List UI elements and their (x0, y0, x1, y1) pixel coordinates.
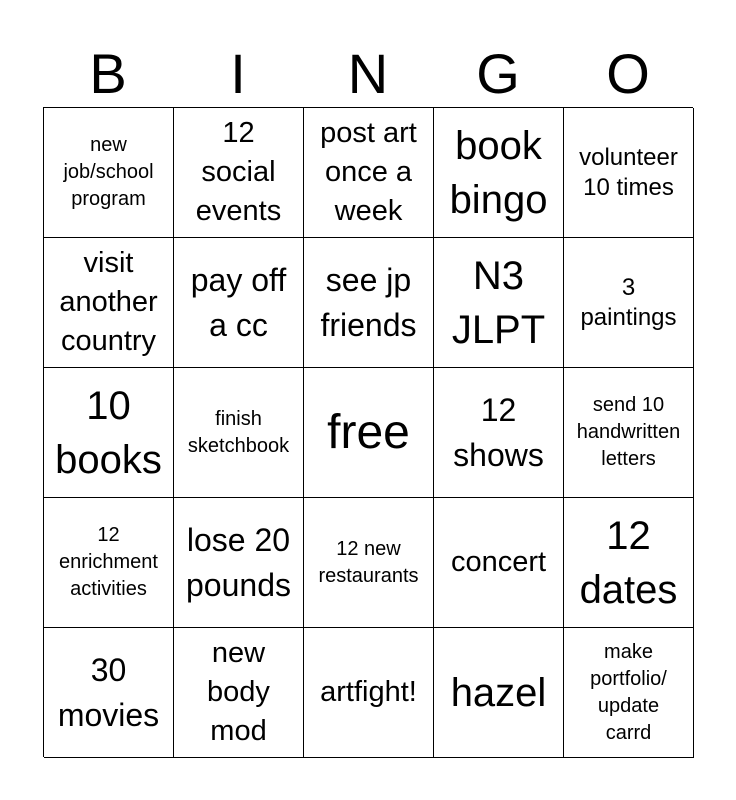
bingo-board (43, 107, 693, 757)
header-letter-o: O (606, 42, 650, 105)
bingo-cell[interactable] (434, 368, 564, 498)
cell-text: 30 movies (57, 651, 160, 733)
cell-text: visit another country (59, 247, 158, 357)
cell-text: artfight! (320, 676, 417, 708)
cell-text: see jp friends (320, 261, 417, 343)
bingo-cell[interactable] (304, 498, 434, 628)
bingo-cell[interactable] (174, 108, 304, 238)
bingo-cell[interactable] (174, 498, 304, 628)
bingo-cell[interactable] (44, 108, 174, 238)
bingo-cell[interactable] (564, 368, 694, 498)
bingo-cell[interactable] (44, 238, 174, 368)
cell-text: new job/school program (63, 134, 154, 210)
header-letter-n: N (347, 42, 389, 105)
bingo-cell[interactable] (434, 108, 564, 238)
bingo-cell[interactable] (174, 368, 304, 498)
cell-text: 10 books (55, 383, 162, 482)
cell-text: 12 shows (453, 391, 544, 473)
bingo-cell[interactable] (304, 238, 434, 368)
header-letter-b: B (89, 42, 127, 105)
header-letter-g: G (476, 42, 520, 105)
cell-text: 12 social events (195, 117, 282, 227)
bingo-cell[interactable] (564, 498, 694, 628)
header-letter-i: I (230, 42, 246, 105)
cell-text: free (327, 405, 410, 459)
bingo-cell[interactable] (304, 108, 434, 238)
cell-text: send 10 handwritten letters (576, 394, 681, 470)
cell-text: N3 JLPT (451, 253, 546, 352)
cell-text: 3 paintings (580, 273, 677, 331)
cell-text: 12 new restaurants (318, 537, 419, 587)
bingo-cell[interactable] (44, 628, 174, 758)
free-space-cell[interactable] (304, 368, 434, 498)
bingo-cell[interactable] (434, 498, 564, 628)
bingo-header (43, 40, 693, 108)
bingo-cell[interactable] (434, 238, 564, 368)
cell-text: 12 enrichment activities (59, 524, 158, 600)
cell-text: post art once a week (320, 117, 417, 227)
cell-text: volunteer 10 times (579, 143, 678, 201)
bingo-cell[interactable] (564, 108, 694, 238)
bingo-cell[interactable] (304, 628, 434, 758)
cell-text: 12 dates (579, 513, 678, 612)
cell-text: pay off a cc (190, 261, 287, 343)
cell-text: concert (450, 546, 547, 578)
bingo-cell[interactable] (434, 628, 564, 758)
cell-text: hazel (450, 670, 547, 715)
bingo-cell[interactable] (564, 628, 694, 758)
cell-text: finish sketchbook (187, 407, 290, 457)
bingo-cell[interactable] (174, 238, 304, 368)
bingo-cell[interactable] (564, 238, 694, 368)
bingo-cell[interactable] (44, 368, 174, 498)
cell-text: make portfolio/ update carrd (590, 640, 667, 744)
cell-text: book bingo (449, 123, 548, 222)
cell-text: new body mod (207, 637, 270, 747)
bingo-cell[interactable] (174, 628, 304, 758)
bingo-cell[interactable] (44, 498, 174, 628)
cell-text: lose 20 pounds (186, 521, 291, 603)
